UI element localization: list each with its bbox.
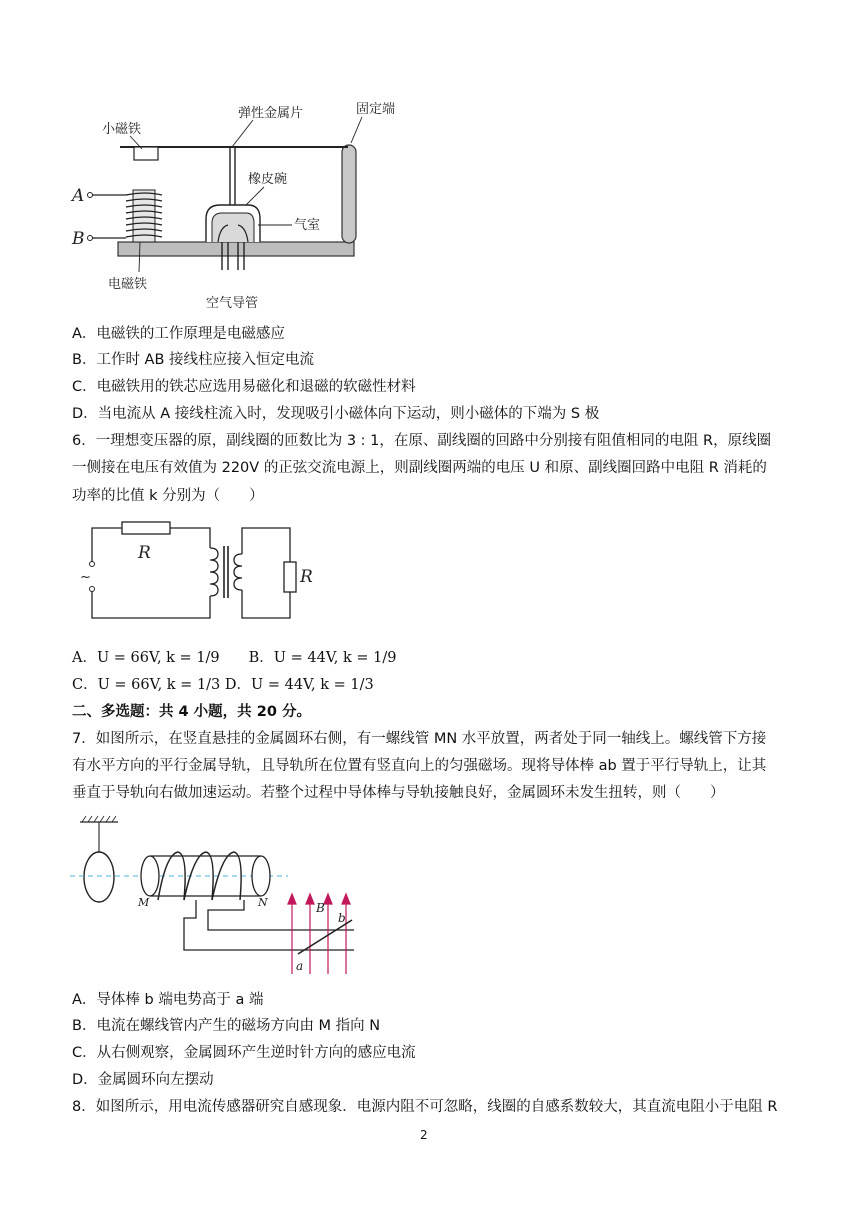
q5-option-d: D．当电流从 A 接线柱流入时，发现吸引小磁体向下运动，则小磁体的下端为 S 极 xyxy=(72,406,600,422)
label-a: A xyxy=(72,186,85,206)
resistor-primary xyxy=(122,522,170,534)
solenoid xyxy=(252,856,270,896)
source-terminal-bottom xyxy=(90,587,95,592)
small-magnet xyxy=(134,147,158,160)
label-r-primary: R xyxy=(138,543,151,563)
q5-option-a: A．电磁铁的工作原理是电磁感应 xyxy=(72,326,285,342)
ac-source-icon: ~ xyxy=(80,570,91,585)
section-heading-multiple-choice: 二、多选题：共 4 小题，共 20 分。 xyxy=(72,704,311,720)
label-spring-sheet: 弹性金属片 xyxy=(238,106,304,121)
transformer-circuit-diagram xyxy=(78,518,318,628)
label-rubber-cup: 橡皮碗 xyxy=(248,172,288,187)
source-terminal-top xyxy=(90,562,95,567)
q5-option-c: C．电磁铁用的铁芯应选用易磁化和退磁的软磁性材料 xyxy=(72,379,416,395)
secondary-coil xyxy=(234,554,242,590)
iron-core xyxy=(133,190,155,242)
q7-option-d: D．金属圆环向左摆动 xyxy=(72,1072,214,1088)
label-air-tube: 空气导管 xyxy=(206,296,259,311)
label-fixed-end: 固定端 xyxy=(356,102,396,117)
q7-option-b: B．电流在螺线管内产生的磁场方向由 M 指向 N xyxy=(72,1018,381,1034)
primary-coil xyxy=(210,548,218,596)
resistor-secondary xyxy=(284,562,296,592)
q7-option-c: C．从右侧观察，金属圆环产生逆时针方向的感应电流 xyxy=(72,1045,416,1061)
label-b: B xyxy=(72,229,85,249)
metal-ring xyxy=(84,852,114,902)
label-b-end: b xyxy=(338,911,346,925)
base-plate xyxy=(118,242,354,256)
label-m: M xyxy=(138,896,150,909)
fixed-post xyxy=(342,145,356,243)
q7-text-line2: 有水平方向的平行金属导轨，且导轨所在位置有竖直向上的匀强磁场。现将导体棒 ab 置于平行导轨上，让其 xyxy=(72,758,767,774)
label-a-end: a xyxy=(296,959,304,973)
label-small-magnet: 小磁铁 xyxy=(102,122,142,137)
q6-text-line3: 功率的比值 k 分别为（ ） xyxy=(72,488,264,504)
q6-options-ab: A．U = 66V, k = 1/9 B．U = 44V, k = 1/9 xyxy=(72,650,397,666)
q6-text-line1: 6．一理想变压器的原，副线圈的匝数比为 3 : 1，在原、副线圈的回路中分别接有阻值相同的电阻 R，原线圈 xyxy=(72,433,772,449)
page-number: 2 xyxy=(420,1128,428,1142)
label-air-chamber: 气室 xyxy=(294,218,321,233)
q7-text-line1: 7．如图所示，在竖直悬挂的金属圆环右侧，有一螺线管 MN 水平放置，两者处于同一轴线上。螺线管下方接 xyxy=(72,731,767,747)
q5-option-b: B．工作时 AB 接线柱应接入恒定电流 xyxy=(72,352,315,368)
q6-options-cd: C．U = 66V, k = 1/3 D．U = 44V, k = 1/3 xyxy=(72,677,374,693)
conductor-rod-ab xyxy=(298,920,352,954)
solenoid-ring-diagram xyxy=(66,814,376,984)
terminal-b xyxy=(88,236,93,241)
electromagnet-pump-diagram xyxy=(60,95,420,320)
q8-text-line1: 8．如图所示，用电流传感器研究自感现象．电源内阻不可忽略，线圈的自感系数较大，其直流电阻小于电阻 R xyxy=(72,1099,778,1115)
q6-text-line2: 一侧接在电压有效值为 220V 的正弦交流电源上，则副线圈两端的电压 U 和原、副线圈回路中电阻 R 消耗的 xyxy=(72,460,767,476)
label-r-secondary: R xyxy=(300,567,313,587)
label-electromagnet: 电磁铁 xyxy=(108,277,148,292)
q7-option-a: A．导体棒 b 端电势高于 a 端 xyxy=(72,992,264,1008)
label-n: N xyxy=(258,896,268,909)
terminal-a xyxy=(88,193,93,198)
q7-text-line3: 垂直于导轨向右做加速运动。若整个过程中导体棒与导轨接触良好，金属圆环未发生扭转，则（ ） xyxy=(72,785,725,801)
label-b-field: B xyxy=(316,901,325,915)
